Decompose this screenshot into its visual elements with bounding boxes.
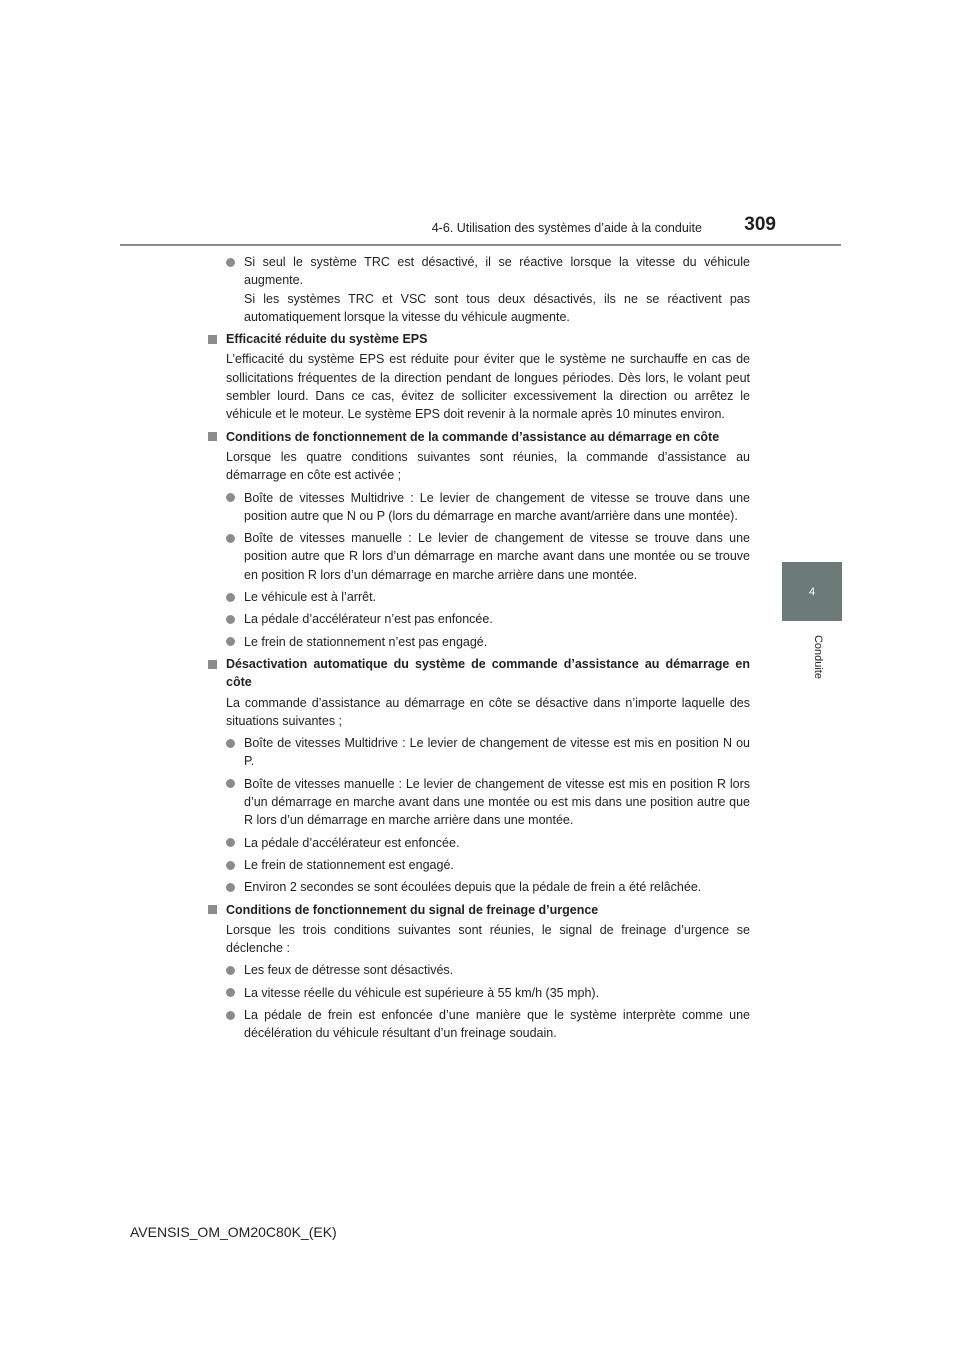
section-square-icon [208,901,220,919]
list-item-text: Le frein de stationnement est engagé. [244,857,454,872]
chapter-number: 4 [808,585,816,598]
list-item-text: Boîte de vitesses manuelle : Le levier de changement de vitesse est mis en position R lors d’un démarrage en marche avant dans une montée ou est mis dans une position autre que R lors d’un démarrage en marche arrière dans une montée. [244,776,750,828]
list-item-text: La pédale d’accélérateur n’est pas enfoncée. [244,612,493,627]
list-item [226,610,750,628]
bullet-dot-icon [226,734,238,752]
section-title: Efficacité réduite du système EPS [226,332,428,347]
section-square-icon [208,330,220,348]
bullet-dot-icon [226,610,238,628]
section-paragraph: Lorsque les trois conditions suivantes sont réunies, le signal de freinage d’urgence se déclenche : [226,922,750,956]
list-item [226,878,750,896]
section-heading [208,428,750,446]
list-item [226,961,750,979]
section-title: Désactivation automatique du système de commande d’assistance au démarrage en côte [226,656,750,690]
list-item-text: Le véhicule est à l’arrêt. [244,590,377,605]
section-title: Conditions de fonctionnement du signal de freinage d’urgence [226,902,599,917]
section-heading [208,655,750,692]
section-title: Conditions de fonctionnement de la commande d’assistance au démarrage en côte [226,429,720,444]
bullet-dot-icon [226,588,238,606]
chapter-label: Conduite [812,634,824,680]
list-item-text: Le frein de stationnement n’est pas engagé. [244,634,488,649]
page-number: 309 [744,214,776,235]
list-item [226,734,750,771]
section-square-icon [208,655,220,673]
list-item-text: La vitesse réelle du véhicule est supérieure à 55 km/h (35 mph). [244,985,600,1000]
list-item [226,984,750,1002]
bullet-dot-icon [226,834,238,852]
header-section-title: 4-6. Utilisation des systèmes d’aide à la conduite [431,221,702,235]
list-item [226,588,750,606]
list-item [226,834,750,852]
intro-line: Si seul le système TRC est désactivé, il se réactive lorsque la vitesse du véhicule augmente. [244,255,750,288]
bullet-dot-icon [226,633,238,651]
section-paragraph: L’efficacité du système EPS est réduite pour éviter que le système ne surchauffe en cas de sollicitations fréquentes de la direction pendant de longues périodes. Dès lors, le volant peut sembler lourd. Dans ce cas, évitez de solliciter excessivement la direction ou arrêtez le véhicule et le moteur. Le système EPS doit revenir à la normale après 10 minutes environ. [226,352,750,422]
list-item [226,775,750,830]
bullet-dot-icon [226,253,238,271]
section-heading [208,330,750,348]
bullet-dot-icon [226,878,238,896]
section-paragraph: La commande d’assistance au démarrage en côte se désactive dans n’importe laquelle des situations suivantes ; [226,695,750,728]
page-content [208,253,750,1047]
list-item [226,856,750,874]
bullet-dot-icon [226,489,238,507]
list-item-text: Les feux de détresse sont désactivés. [244,963,454,978]
intro-line: Si les systèmes TRC et VSC sont tous deux désactivés, ils ne se réactivent pas automatiquement lorsque la vitesse du véhicule augmente. [244,291,750,324]
list-item-text: La pédale de frein est enfoncée d’une manière que le système interprète comme une décélération du véhicule résultant d’un freinage soudain. [244,1007,750,1041]
list-item [226,1006,750,1043]
bullet-dot-icon [226,984,238,1002]
section-paragraph: Lorsque les quatre conditions suivantes sont réunies, la commande d’assistance au démarrage en côte est activée ; [226,449,750,483]
list-item-text: Boîte de vitesses manuelle : Le levier de changement de vitesse se trouve dans une position autre que R lors d’un démarrage en marche avant dans une montée ou se trouve en position R lors d’un démarrage en marche arrière dans une montée. [244,531,750,582]
list-item [226,633,750,651]
section-heading [208,901,750,919]
list-item-text: Environ 2 secondes se sont écoulées depuis que la pédale de frein a été relâchée. [244,880,702,895]
bullet-dot-icon [226,856,238,874]
chapter-tab [782,562,842,621]
bullet-dot-icon [226,1006,238,1024]
list-item-text: Boîte de vitesses Multidrive : Le levier de changement de vitesse se trouve dans une position autre que N ou P (lors du démarrage en marche avant/arrière dans une montée). [244,490,750,523]
document-id-footer: AVENSIS_OM_OM20C80K_(EK) [130,1224,337,1240]
bullet-dot-icon [226,775,238,793]
list-item [226,529,750,584]
header-rule [120,244,841,246]
list-item-text: La pédale d’accélérateur est enfoncée. [244,835,460,850]
bullet-dot-icon [226,961,238,979]
bullet-dot-icon [226,529,238,547]
section-square-icon [208,428,220,446]
list-item-text: Boîte de vitesses Multidrive : Le levier de changement de vitesse est mis en position N ou P. [244,736,750,769]
intro-bullet [226,253,750,326]
list-item [226,489,750,526]
